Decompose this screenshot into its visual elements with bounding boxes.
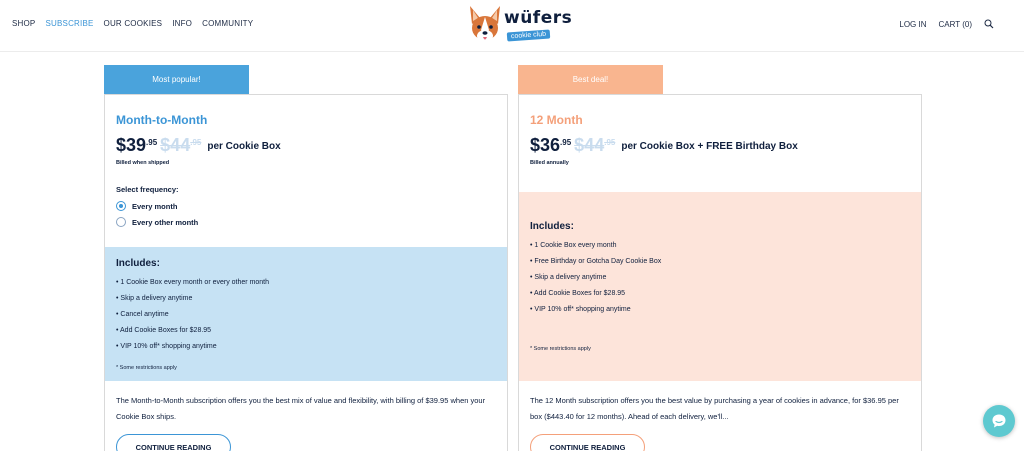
list-item: • VIP 10% off* shopping anytime bbox=[116, 343, 217, 350]
nav-info[interactable]: INFO bbox=[172, 19, 193, 28]
list-item: • Skip a delivery anytime bbox=[116, 295, 193, 302]
option-label: Every month bbox=[132, 201, 178, 211]
account-nav bbox=[899, 19, 994, 29]
corgi-logo-icon bbox=[467, 4, 503, 48]
site-logo[interactable] bbox=[467, 4, 573, 48]
plan-description: The Month-to-Month subscription offers you the best mix of value and flexibility, with billing of $39.95 when your Cookie Box ships. bbox=[116, 396, 486, 421]
price-cents: .95 bbox=[146, 138, 158, 147]
main-nav bbox=[12, 19, 253, 28]
nav-shop[interactable]: SHOP bbox=[12, 19, 36, 28]
nav-subscribe[interactable]: SUBSCRIBE bbox=[45, 19, 94, 28]
includes-panel bbox=[519, 192, 921, 381]
option-label: Every other month bbox=[132, 217, 199, 227]
list-item: • Add Cookie Boxes for $28.95 bbox=[116, 327, 212, 334]
best-deal-tab: Best deal! bbox=[518, 65, 663, 94]
radio-unchecked-icon[interactable] bbox=[116, 217, 126, 227]
frequency-option-every-month[interactable] bbox=[116, 201, 177, 211]
chat-icon[interactable] bbox=[983, 405, 1015, 437]
nav-community[interactable]: COMMUNITY bbox=[202, 19, 254, 28]
price-row bbox=[530, 135, 798, 156]
includes-list bbox=[116, 278, 269, 358]
old-price-cents: .95 bbox=[190, 138, 202, 147]
plan-card-12-month bbox=[518, 94, 922, 451]
plan-description: The 12 Month subscription offers you the best value by purchasing a year of cookies in advance, for $36.95 per box ($443.40 for 12 months). Ahead of each delivery, we'll... bbox=[530, 396, 899, 421]
includes-title: Includes: bbox=[530, 221, 574, 232]
plan-title: Month-to-Month bbox=[116, 113, 208, 127]
list-item: • Add Cookie Boxes for $28.95 bbox=[530, 290, 626, 297]
list-item: • Skip a delivery anytime bbox=[530, 274, 607, 281]
list-item: • Free Birthday or Gotcha Day Cookie Box bbox=[530, 258, 662, 265]
radio-checked-icon[interactable] bbox=[116, 201, 126, 211]
list-item: • 1 Cookie Box every month bbox=[530, 242, 617, 249]
continue-reading-button[interactable]: CONTINUE READING bbox=[530, 434, 645, 451]
price-unit: per Cookie Box + FREE Birthday Box bbox=[621, 141, 798, 152]
billing-note: Billed when shipped bbox=[116, 160, 170, 166]
includes-list bbox=[530, 241, 661, 321]
list-item: • VIP 10% off* shopping anytime bbox=[530, 306, 631, 313]
cart-link[interactable]: CART (0) bbox=[938, 19, 972, 29]
continue-reading-button[interactable]: CONTINUE READING bbox=[116, 434, 231, 451]
list-item: • 1 Cookie Box every month or every other month bbox=[116, 279, 270, 286]
includes-panel bbox=[105, 247, 507, 381]
plan-title: 12 Month bbox=[530, 113, 583, 127]
price-cents: .95 bbox=[560, 138, 572, 147]
restrictions-note: * Some restrictions apply bbox=[530, 346, 591, 352]
price: $39 bbox=[116, 135, 147, 155]
billing-note: Billed annually bbox=[530, 160, 569, 166]
login-link[interactable]: LOG IN bbox=[899, 19, 927, 29]
includes-title: Includes: bbox=[116, 258, 160, 269]
site-header bbox=[0, 0, 1024, 52]
price-unit: per Cookie Box bbox=[207, 141, 281, 152]
most-popular-tab: Most popular! bbox=[104, 65, 249, 94]
nav-our-cookies[interactable]: OUR COOKIES bbox=[103, 19, 163, 28]
frequency-label: Select frequency: bbox=[116, 185, 179, 194]
logo-brand-text: wüfers bbox=[504, 8, 573, 28]
frequency-option-every-other-month[interactable] bbox=[116, 217, 198, 227]
list-item: • Cancel anytime bbox=[116, 311, 169, 318]
price-row bbox=[116, 135, 281, 156]
old-price: $44 bbox=[574, 135, 605, 155]
old-price-cents: .95 bbox=[604, 138, 616, 147]
logo-tagline: cookie club bbox=[507, 30, 551, 42]
restrictions-note: * Some restrictions apply bbox=[116, 365, 177, 371]
old-price: $44 bbox=[160, 135, 191, 155]
plan-card-month-to-month bbox=[104, 94, 508, 451]
search-icon[interactable] bbox=[984, 19, 994, 29]
price: $36 bbox=[530, 135, 561, 155]
